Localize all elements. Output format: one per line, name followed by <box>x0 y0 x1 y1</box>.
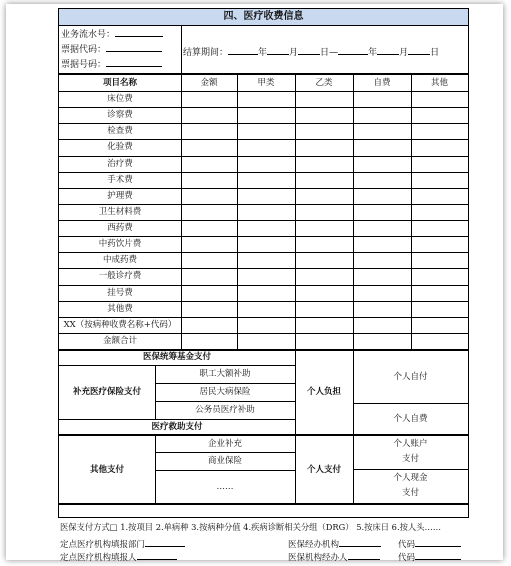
item-row: 一般诊疗费 <box>98 271 142 282</box>
section-title: 四、医疗收费信息 <box>59 9 468 26</box>
grid-line <box>59 91 468 92</box>
grid-line <box>295 349 296 504</box>
col-header-class-a: 甲类 <box>257 78 275 88</box>
item-row: 挂号费 <box>107 287 133 298</box>
personal-payment-label: 个人支付 <box>306 465 341 475</box>
institution-person-field: 定点医疗机构填报人 <box>60 550 177 563</box>
other-item: 企业补充 <box>207 439 242 449</box>
item-row: 床位费 <box>107 94 133 104</box>
grid-line <box>59 333 468 334</box>
item-row: 治疗费 <box>107 158 133 169</box>
grid-line <box>59 236 468 237</box>
item-row: 其他费 <box>107 303 133 314</box>
institution-dept-field: 定点医疗机构填报部门 <box>60 537 185 550</box>
grid-line <box>59 268 468 269</box>
account-pay-line1: 个人账户 <box>393 439 428 449</box>
item-row: 护理费 <box>107 190 133 201</box>
cash-pay-line1: 个人现金 <box>393 473 428 483</box>
personal-burden-label: 个人负担 <box>306 387 341 397</box>
grid-line <box>237 73 238 349</box>
other-payment-label: 其他支付 <box>89 465 124 475</box>
payment-method-line: 医保支付方式□ 1.按项目 2.单病种 3.按病种分值 4.疾病诊断相关分组（DRG） 5.按床日 6.按人头…… <box>60 522 442 532</box>
grid-line <box>59 301 468 302</box>
grid-line <box>59 503 468 505</box>
other-item: 商业保险 <box>207 456 242 466</box>
cash-pay-line2: 支付 <box>401 488 419 498</box>
bill-number-field: 票据号码： <box>61 57 181 72</box>
insurance-person-field: 医保机构经办人 <box>288 550 380 563</box>
item-row: 化验费 <box>107 142 133 153</box>
page-frame <box>6 4 503 563</box>
grid-line <box>353 403 468 404</box>
fee-form <box>58 8 469 518</box>
item-row: 金额合计 <box>102 335 137 346</box>
grid-line <box>59 317 468 318</box>
item-row: 中成药费 <box>102 255 137 266</box>
other-item: …… <box>216 482 234 492</box>
code-field-2: 代码 <box>398 550 461 563</box>
settlement-period: 结算期间： 年 月 日— 年 月 日 <box>183 45 439 58</box>
personal-pay-self: 个人自付 <box>393 372 428 382</box>
col-header-other: 其他 <box>430 78 448 88</box>
col-header-amount: 金额 <box>200 78 218 88</box>
account-pay-line2: 支付 <box>401 454 419 464</box>
grid-line <box>59 285 468 286</box>
grid-line <box>59 139 468 140</box>
col-header-class-b: 乙类 <box>315 78 333 88</box>
supplement-item: 职工大额补助 <box>199 369 251 379</box>
grid-line <box>59 188 468 189</box>
item-row: 中药饮片费 <box>98 239 142 250</box>
fund-payment-label: 医保统筹基金支付 <box>142 352 211 362</box>
grid-line <box>59 204 468 205</box>
serial-number-field: 业务流水号： <box>61 27 181 42</box>
item-row: 诊察费 <box>107 110 133 121</box>
bill-code-field: 票据代码： <box>61 42 181 57</box>
grid-line <box>59 220 468 221</box>
item-row: 手术费 <box>107 174 133 185</box>
item-row: 卫生材料费 <box>98 206 142 217</box>
grid-line <box>59 156 468 157</box>
supplement-item: 居民大病保险 <box>199 387 251 397</box>
code-field-1: 代码 <box>398 537 461 550</box>
grid-line <box>411 73 412 349</box>
grid-line <box>59 123 468 124</box>
personal-expense: 个人自费 <box>393 414 428 424</box>
grid-line <box>353 73 354 349</box>
col-header-item: 项目名称 <box>102 78 137 88</box>
grid-line <box>59 252 468 253</box>
grid-line <box>59 107 468 108</box>
supplement-payment-label: 补充医疗保险支付 <box>72 387 141 397</box>
insurance-org-field: 医保经办机构 <box>288 537 381 550</box>
grid-line <box>181 25 182 73</box>
item-row: 西药费 <box>107 223 133 233</box>
header-left <box>61 27 181 72</box>
supplement-item: 公务员医疗补助 <box>195 405 255 415</box>
col-header-self-pay: 自费 <box>373 78 391 88</box>
grid-line <box>181 73 182 349</box>
grid-line <box>353 469 468 470</box>
item-row: XX（按病种收费名称+代码） <box>63 319 177 330</box>
item-row: 检查费 <box>107 126 133 137</box>
grid-line <box>295 73 296 349</box>
grid-line <box>59 172 468 173</box>
assistance-payment-label: 医疗救助支付 <box>151 422 203 432</box>
